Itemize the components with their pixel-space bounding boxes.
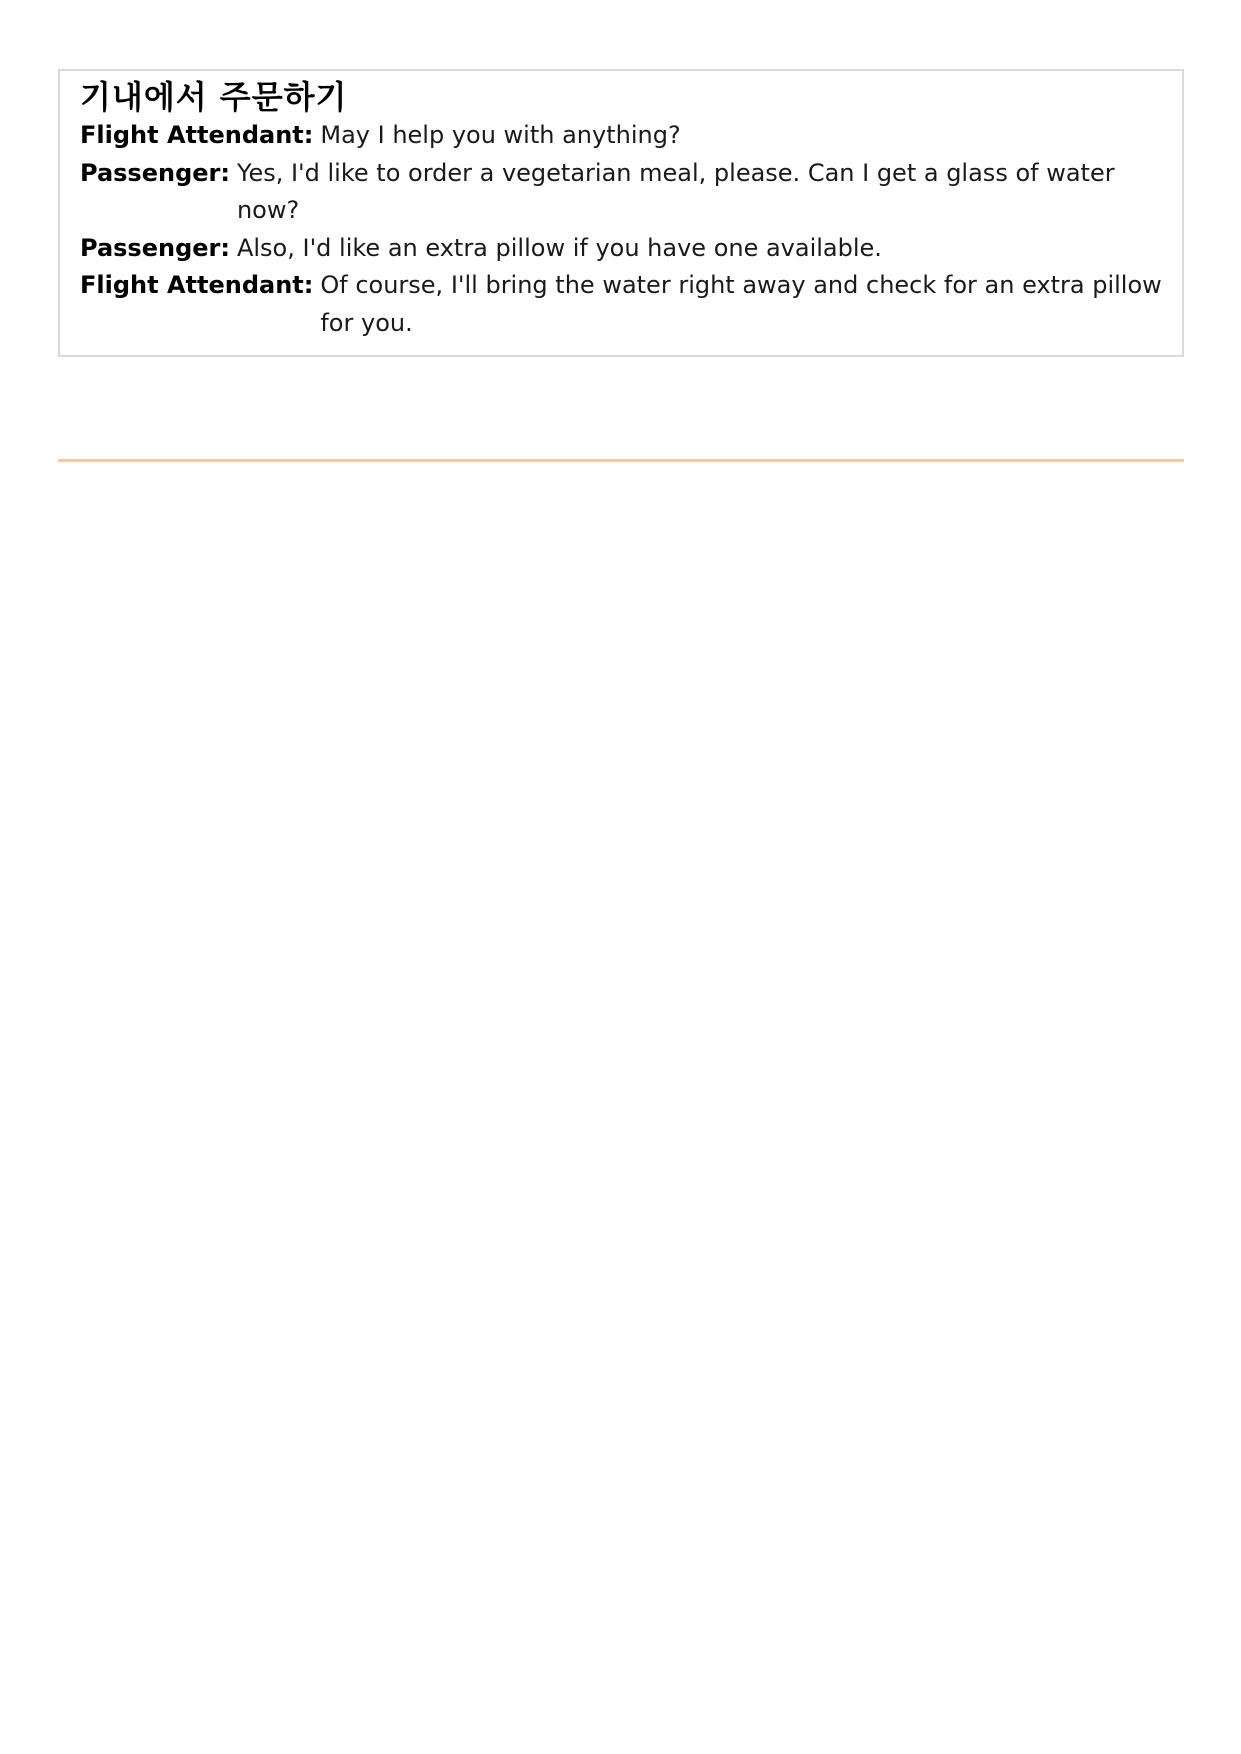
dialog-title: 기내에서 주문하기 xyxy=(80,78,348,116)
speaker-label: Flight Attendant: xyxy=(80,271,314,299)
speaker-label: Passenger: xyxy=(80,158,230,187)
dialog-line xyxy=(80,155,1162,230)
speaker-label: Passenger: xyxy=(80,233,230,262)
dialog-line xyxy=(80,117,1162,155)
utterance-text: Yes, I'd like to order a vegetarian meal, please. Can I get a glass of water now? xyxy=(236,158,1115,224)
utterance-text: May I help you with anything? xyxy=(320,121,681,149)
utterance-text: Also, I'd like an extra pillow if you have one available. xyxy=(236,233,882,262)
dialog-box xyxy=(58,69,1184,357)
dialog-line xyxy=(80,230,1162,268)
dialog-lines xyxy=(80,117,1162,342)
dialog-line xyxy=(80,267,1162,342)
utterance-text: Of course, I'll bring the water right away and check for an extra pillow for you. xyxy=(320,271,1162,337)
speaker-label: Flight Attendant: xyxy=(80,121,314,149)
section-divider xyxy=(58,459,1184,462)
